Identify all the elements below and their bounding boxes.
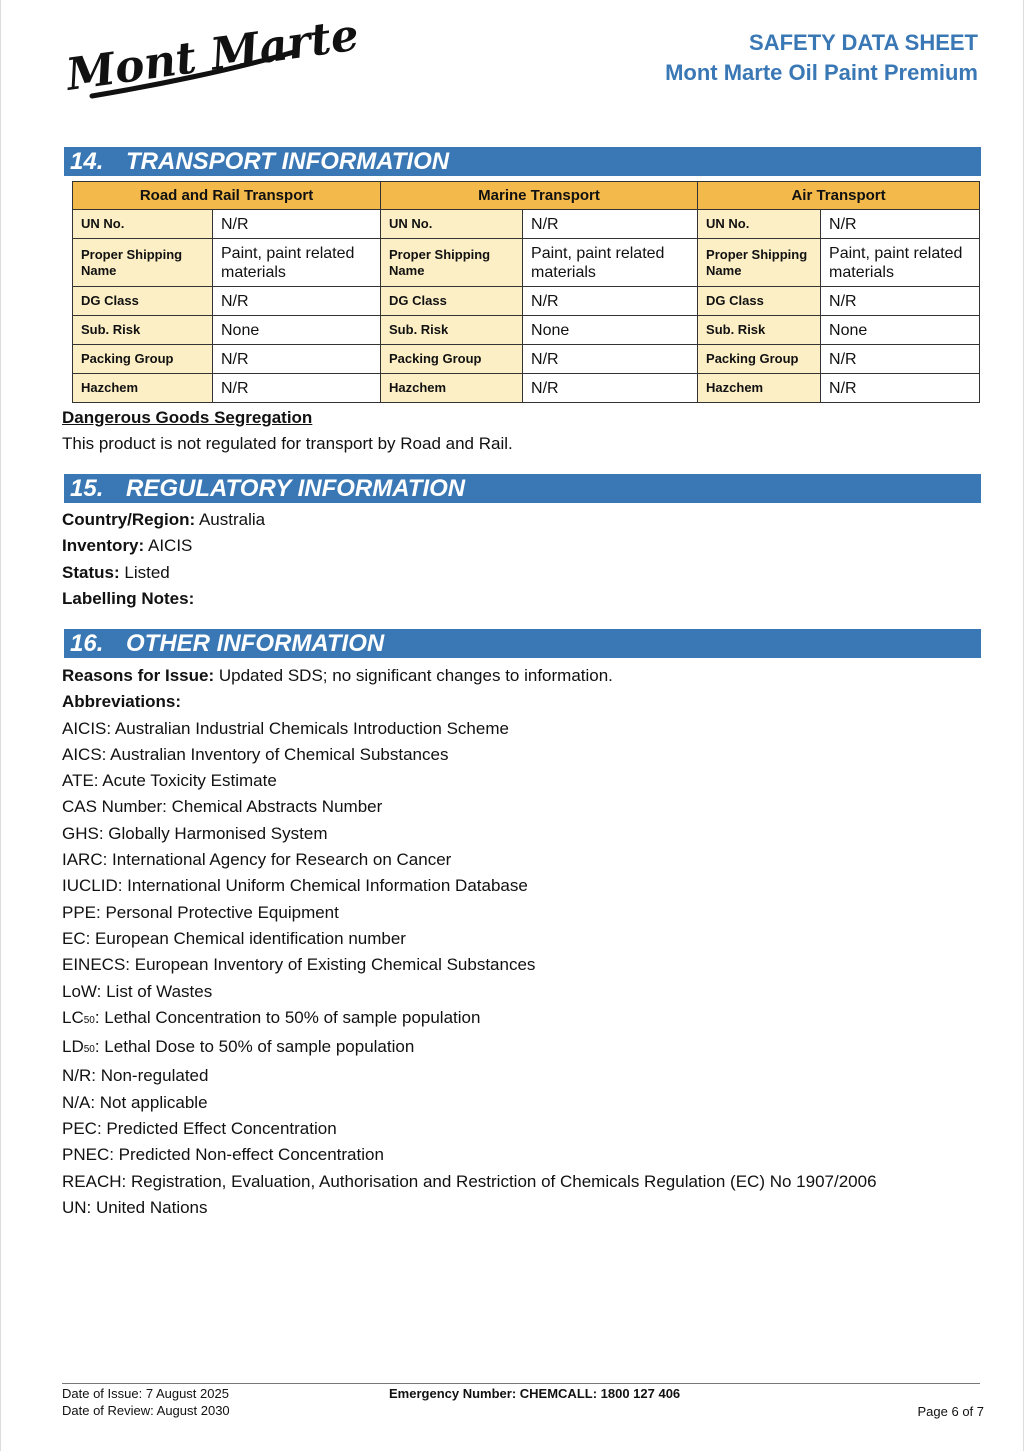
status-value: Listed xyxy=(124,562,170,582)
column-header-road-rail: Road and Rail Transport xyxy=(73,182,381,210)
list-item: PEC: Predicted Effect Concentration xyxy=(62,1119,337,1139)
country-line xyxy=(62,507,265,533)
row-value: None xyxy=(213,316,381,345)
row-label: Sub. Risk xyxy=(381,316,523,345)
row-label: Proper Shipping Name xyxy=(698,239,821,287)
table-row xyxy=(73,316,980,345)
list-item: GHS: Globally Harmonised System xyxy=(62,823,328,843)
list-item-lc50: LC50: Lethal Concentration to 50% of sample population xyxy=(62,1007,481,1027)
row-label: Hazchem xyxy=(73,374,213,403)
section-title: TRANSPORT INFORMATION xyxy=(126,148,450,175)
inventory-line xyxy=(62,533,265,559)
date-of-issue: Date of Issue: 7 August 2025 xyxy=(62,1386,229,1401)
section-title: OTHER INFORMATION xyxy=(126,630,385,657)
list-item: PNEC: Predicted Non-effect Concentration xyxy=(62,1145,384,1165)
segregation-block xyxy=(62,405,513,458)
page-number: Page 6 of 7 xyxy=(917,1404,984,1419)
list-item: EINECS: European Inventory of Existing Chemical Substances xyxy=(62,955,536,975)
row-label: Hazchem xyxy=(381,374,523,403)
list-item: EC: European Chemical identification number xyxy=(62,928,406,948)
list-item: PPE: Personal Protective Equipment xyxy=(62,902,339,922)
row-value: N/R xyxy=(523,210,698,239)
segregation-heading: Dangerous Goods Segregation xyxy=(62,408,313,427)
status-label: Status: xyxy=(62,562,120,582)
country-value: Australia xyxy=(198,510,266,529)
inventory-value: AICIS xyxy=(147,536,193,556)
regulatory-block xyxy=(62,507,265,612)
section-number: 15. xyxy=(70,475,104,502)
status-line xyxy=(62,560,265,586)
reasons-value: Updated SDS; no significant changes to information. xyxy=(218,666,613,685)
reasons-label: Reasons for Issue: xyxy=(62,666,215,685)
row-label: Proper Shipping Name xyxy=(381,239,523,287)
row-label: Packing Group xyxy=(381,345,523,374)
row-label: UN No. xyxy=(73,210,213,239)
row-label: Packing Group xyxy=(698,345,821,374)
emergency-number: Emergency Number: CHEMCALL: 1800 127 406 xyxy=(389,1386,681,1401)
subscript: 50 xyxy=(83,1044,95,1056)
row-label: DG Class xyxy=(381,287,523,316)
segregation-text: This product is not regulated for transport by Road and Rail. xyxy=(62,434,513,454)
list-item: REACH: Registration, Evaluation, Authorisation and Restriction of Chemicals Regulation (EC) No 1907/2006 xyxy=(62,1171,877,1191)
row-label: UN No. xyxy=(381,210,523,239)
row-value: N/R xyxy=(821,210,980,239)
subscript: 50 xyxy=(83,1014,95,1026)
row-value: N/R xyxy=(821,374,980,403)
row-value: Paint, paint related materials xyxy=(821,239,980,287)
row-value: None xyxy=(523,316,698,345)
svg-text:Mont Marte: Mont Marte xyxy=(63,9,362,101)
list-item: IARC: International Agency for Research on Cancer xyxy=(62,850,452,870)
row-value: N/R xyxy=(821,345,980,374)
page-edge-left xyxy=(0,0,1,1451)
row-value: N/R xyxy=(523,287,698,316)
section-14-header xyxy=(64,147,981,176)
list-item: AICS: Australian Inventory of Chemical Substances xyxy=(62,744,449,764)
table-row xyxy=(73,374,980,403)
row-label: Sub. Risk xyxy=(698,316,821,345)
table-header-row xyxy=(73,182,980,210)
section-title: REGULATORY INFORMATION xyxy=(126,475,466,502)
footer-dates xyxy=(62,1385,230,1419)
row-label: DG Class xyxy=(698,287,821,316)
mont-marte-logo xyxy=(62,9,362,104)
row-value: N/R xyxy=(821,287,980,316)
footer-divider xyxy=(62,1383,980,1384)
labelling-line xyxy=(62,586,265,612)
reasons-line xyxy=(62,663,877,689)
list-item: N/A: Not applicable xyxy=(62,1092,208,1112)
list-item: AICIS: Australian Industrial Chemicals Introduction Scheme xyxy=(62,718,509,738)
row-value: Paint, paint related materials xyxy=(523,239,698,287)
row-label: Sub. Risk xyxy=(73,316,213,345)
row-label: Packing Group xyxy=(73,345,213,374)
row-value: N/R xyxy=(523,374,698,403)
row-value: N/R xyxy=(213,345,381,374)
row-value: N/R xyxy=(213,210,381,239)
list-item: CAS Number: Chemical Abstracts Number xyxy=(62,797,383,817)
list-item: LoW: List of Wastes xyxy=(62,981,213,1001)
row-label: DG Class xyxy=(73,287,213,316)
list-item: N/R: Non-regulated xyxy=(62,1066,209,1086)
list-item: ATE: Acute Toxicity Estimate xyxy=(62,771,277,791)
row-value: N/R xyxy=(213,374,381,403)
labelling-label: Labelling Notes: xyxy=(62,588,195,608)
document-title xyxy=(665,28,978,88)
row-value: N/R xyxy=(213,287,381,316)
section-15-header xyxy=(64,474,981,503)
row-value: N/R xyxy=(523,345,698,374)
title-line-2: Mont Marte Oil Paint Premium xyxy=(665,60,978,85)
table-row xyxy=(73,239,980,287)
inventory-label: Inventory: xyxy=(62,536,145,556)
column-header-marine: Marine Transport xyxy=(381,182,698,210)
list-item: UN: United Nations xyxy=(62,1197,208,1217)
row-label: Proper Shipping Name xyxy=(73,239,213,287)
abbreviations-heading: Abbreviations: xyxy=(62,692,182,712)
country-label: Country/Region: xyxy=(62,510,196,529)
row-label: UN No. xyxy=(698,210,821,239)
other-info-block xyxy=(62,663,877,1221)
column-header-air: Air Transport xyxy=(698,182,980,210)
transport-table xyxy=(72,181,980,403)
section-number: 14. xyxy=(70,148,104,175)
list-item: IUCLID: International Uniform Chemical Information Database xyxy=(62,876,528,896)
table-row xyxy=(73,345,980,374)
section-number: 16. xyxy=(70,630,104,657)
title-line-1: SAFETY DATA SHEET xyxy=(749,30,978,55)
list-item-ld50: LD50: Lethal Dose to 50% of sample population xyxy=(62,1037,415,1057)
table-row xyxy=(73,210,980,239)
section-16-header xyxy=(64,629,981,658)
date-of-review: Date of Review: August 2030 xyxy=(62,1403,230,1418)
row-label: Hazchem xyxy=(698,374,821,403)
row-value: None xyxy=(821,316,980,345)
row-value: Paint, paint related materials xyxy=(213,239,381,287)
table-row xyxy=(73,287,980,316)
